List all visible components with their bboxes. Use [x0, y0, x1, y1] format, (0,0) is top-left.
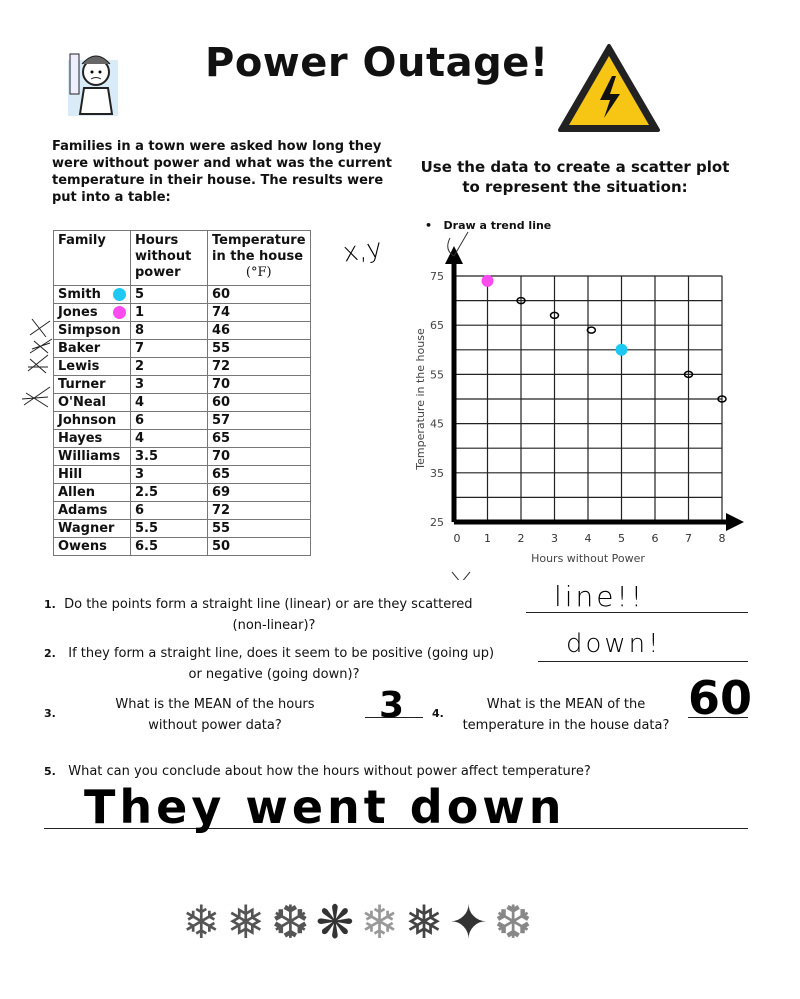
- table-row: [54, 376, 311, 394]
- answer-3: 3: [379, 685, 405, 726]
- question-1: [44, 594, 504, 636]
- temp-cell: 65: [208, 430, 311, 448]
- family-cell: [54, 358, 131, 376]
- temp-cell: 72: [208, 358, 311, 376]
- family-cell: [54, 448, 131, 466]
- temp-cell: 60: [208, 394, 311, 412]
- table-row: [54, 394, 311, 412]
- snowflake-icon: ❄: [360, 895, 399, 949]
- x-axis-arrow-icon: [726, 513, 744, 531]
- family-name: Smith: [58, 287, 101, 302]
- header-family: Family: [54, 231, 131, 286]
- temp-cell: 55: [208, 520, 311, 538]
- answer-4-field[interactable]: [688, 671, 753, 725]
- scatter-plot: [400, 230, 780, 580]
- table-row: [54, 430, 311, 448]
- intro-text: Families in a town were asked how long they were without power and what was the current temperature in their house. The results were put into a table:: [52, 139, 393, 205]
- x-tick-label: 3: [551, 532, 558, 545]
- question-text: What is the MEAN of the hours: [115, 697, 315, 712]
- high-voltage-warning-icon: [556, 42, 662, 134]
- hours-cell: 5.5: [131, 520, 208, 538]
- question-2: [44, 643, 504, 685]
- family-name: Hill: [58, 467, 83, 482]
- family-cell: [54, 376, 131, 394]
- y-tick-label: 65: [430, 319, 444, 333]
- snowflake-icon: ❆: [271, 895, 310, 949]
- snowflake-row: [182, 895, 532, 949]
- family-cell: [54, 430, 131, 448]
- family-name: Johnson: [58, 413, 117, 428]
- question-number: 2.: [44, 647, 56, 660]
- handwritten-mark: [448, 232, 468, 256]
- x-tick-label: 6: [651, 532, 659, 545]
- family-name: O'Neal: [58, 395, 106, 410]
- temp-cell: 69: [208, 484, 311, 502]
- family-name: Williams: [58, 449, 121, 464]
- hours-cell: 4: [131, 430, 208, 448]
- hours-cell: 2.5: [131, 484, 208, 502]
- question-number: 3.: [44, 707, 56, 720]
- answer-5-field[interactable]: [44, 780, 748, 834]
- family-name: Allen: [58, 485, 96, 500]
- data-table: [53, 230, 311, 556]
- bullet-text: Draw a trend line: [443, 219, 552, 232]
- question-5: [44, 761, 591, 782]
- hours-cell: 4: [131, 394, 208, 412]
- hours-cell: 3: [131, 376, 208, 394]
- table-row: [54, 358, 311, 376]
- family-cell: [54, 538, 131, 556]
- hours-cell: 8: [131, 322, 208, 340]
- color-dot-icon: [113, 288, 126, 301]
- question-number: 4.: [432, 707, 444, 720]
- hours-cell: 2: [131, 358, 208, 376]
- data-point: [616, 344, 628, 356]
- family-cell: [54, 466, 131, 484]
- table-row: [54, 304, 311, 322]
- family-name: Jones: [58, 305, 98, 320]
- y-axis-label: Temperature in the house: [414, 328, 427, 470]
- family-cell: [54, 484, 131, 502]
- answer-2: down!: [566, 629, 662, 659]
- hours-cell: 6: [131, 412, 208, 430]
- table-row: [54, 340, 311, 358]
- y-tick-label: 55: [430, 368, 444, 382]
- temp-cell: 74: [208, 304, 311, 322]
- snowflake-icon: ❆: [493, 895, 533, 949]
- header-temp-label: Temperature in the house: [212, 233, 306, 264]
- question-4: [448, 694, 684, 736]
- hours-cell: 6: [131, 502, 208, 520]
- question-text: What can you conclude about how the hours without power affect temperature?: [68, 764, 591, 779]
- question-number: 5.: [44, 765, 56, 778]
- family-name: Adams: [58, 503, 108, 518]
- hours-cell: 3.5: [131, 448, 208, 466]
- family-cell: [54, 394, 131, 412]
- question-text-2: or negative (going down)?: [188, 667, 360, 682]
- y-tick-label: 75: [430, 270, 444, 283]
- family-cell: [54, 520, 131, 538]
- question-text: What is the MEAN of the: [486, 697, 646, 712]
- color-dot-icon: [113, 306, 126, 319]
- family-name: Hayes: [58, 431, 103, 446]
- y-tick-label: 35: [430, 466, 444, 480]
- table-row: [54, 520, 311, 538]
- x-tick-label: 5: [618, 532, 625, 545]
- data-point: [482, 275, 494, 287]
- temp-cell: 70: [208, 376, 311, 394]
- hours-cell: 7: [131, 340, 208, 358]
- x-tick-label: 4: [584, 532, 592, 545]
- page-title: Power Outage!: [205, 40, 549, 86]
- header-hours: Hours without power: [131, 231, 208, 286]
- answer-3-field[interactable]: [365, 685, 423, 726]
- temp-cell: 57: [208, 412, 311, 430]
- x-tick-label: 1: [484, 532, 491, 545]
- hours-cell: 1: [131, 304, 208, 322]
- family-cell: [54, 502, 131, 520]
- family-name: Turner: [58, 377, 106, 392]
- family-name: Owens: [58, 539, 107, 554]
- hours-cell: 3: [131, 466, 208, 484]
- temp-cell: 55: [208, 340, 311, 358]
- question-text-2: (non-linear)?: [232, 618, 316, 633]
- snowflake-icon: ✦: [449, 895, 488, 949]
- x-tick-label: 2: [517, 532, 525, 545]
- answer-2-field[interactable]: [538, 629, 748, 662]
- family-name: Wagner: [58, 521, 115, 536]
- answer-4: 60: [688, 671, 753, 725]
- temp-cell: 70: [208, 448, 311, 466]
- x-axis-label: Hours without Power: [531, 552, 645, 565]
- family-cell: [54, 322, 131, 340]
- question-number: 1.: [44, 598, 56, 611]
- family-cell: [54, 340, 131, 358]
- family-name: Baker: [58, 341, 101, 356]
- snowflake-icon: ❅: [226, 895, 266, 949]
- family-name: Lewis: [58, 359, 100, 374]
- temp-cell: 65: [208, 466, 311, 484]
- question-3: [90, 694, 340, 736]
- table-row: [54, 484, 311, 502]
- y-tick-label: 25: [430, 516, 444, 529]
- question-text: If they form a straight line, does it seem to be positive (going up): [68, 646, 495, 661]
- family-cell: [54, 286, 131, 304]
- answer-1: line!!: [554, 580, 645, 613]
- family-name: Simpson: [58, 323, 121, 338]
- snowflake-icon: ❅: [404, 895, 444, 949]
- handwritten-x-mark: [452, 572, 470, 580]
- family-cell: [54, 412, 131, 430]
- question-text-2: without power data?: [148, 718, 282, 733]
- x-tick-label: 7: [685, 532, 692, 545]
- table-row: [54, 538, 311, 556]
- temp-cell: 60: [208, 286, 311, 304]
- temp-cell: 72: [208, 502, 311, 520]
- table-row: [54, 466, 311, 484]
- handwritten-xy-note: x,y: [341, 233, 384, 269]
- answer-5: They went down: [84, 780, 566, 834]
- x-tick-label: 8: [718, 532, 726, 545]
- instructions-text: Use the data to create a scatter plot to represent the situation:: [420, 158, 730, 196]
- table-header-row: [54, 231, 311, 286]
- snowflake-icon: ❋: [315, 895, 355, 949]
- trend-line-instruction: • Draw a trend line: [425, 219, 552, 232]
- table-row: [54, 322, 311, 340]
- table-row: [54, 286, 311, 304]
- question-text-2: temperature in the house data?: [462, 718, 670, 733]
- y-tick-label: 45: [430, 417, 444, 431]
- temp-cell: 46: [208, 322, 311, 340]
- hours-cell: 6.5: [131, 538, 208, 556]
- header-temp: [208, 231, 311, 286]
- question-text: Do the points form a straight line (linear) or are they scattered: [64, 597, 473, 612]
- table-row: [54, 412, 311, 430]
- snowflake-icon: ❄: [182, 895, 221, 949]
- temp-cell: 50: [208, 538, 311, 556]
- hours-cell: 5: [131, 286, 208, 304]
- table-row: [54, 448, 311, 466]
- header-temp-unit: (°F): [245, 265, 272, 280]
- table-row: [54, 502, 311, 520]
- family-cell: [54, 304, 131, 322]
- x-tick-label: 0: [453, 532, 461, 545]
- handwritten-x-marks: [18, 315, 58, 415]
- cold-person-icon: [60, 42, 124, 122]
- answer-1-field[interactable]: [526, 580, 748, 613]
